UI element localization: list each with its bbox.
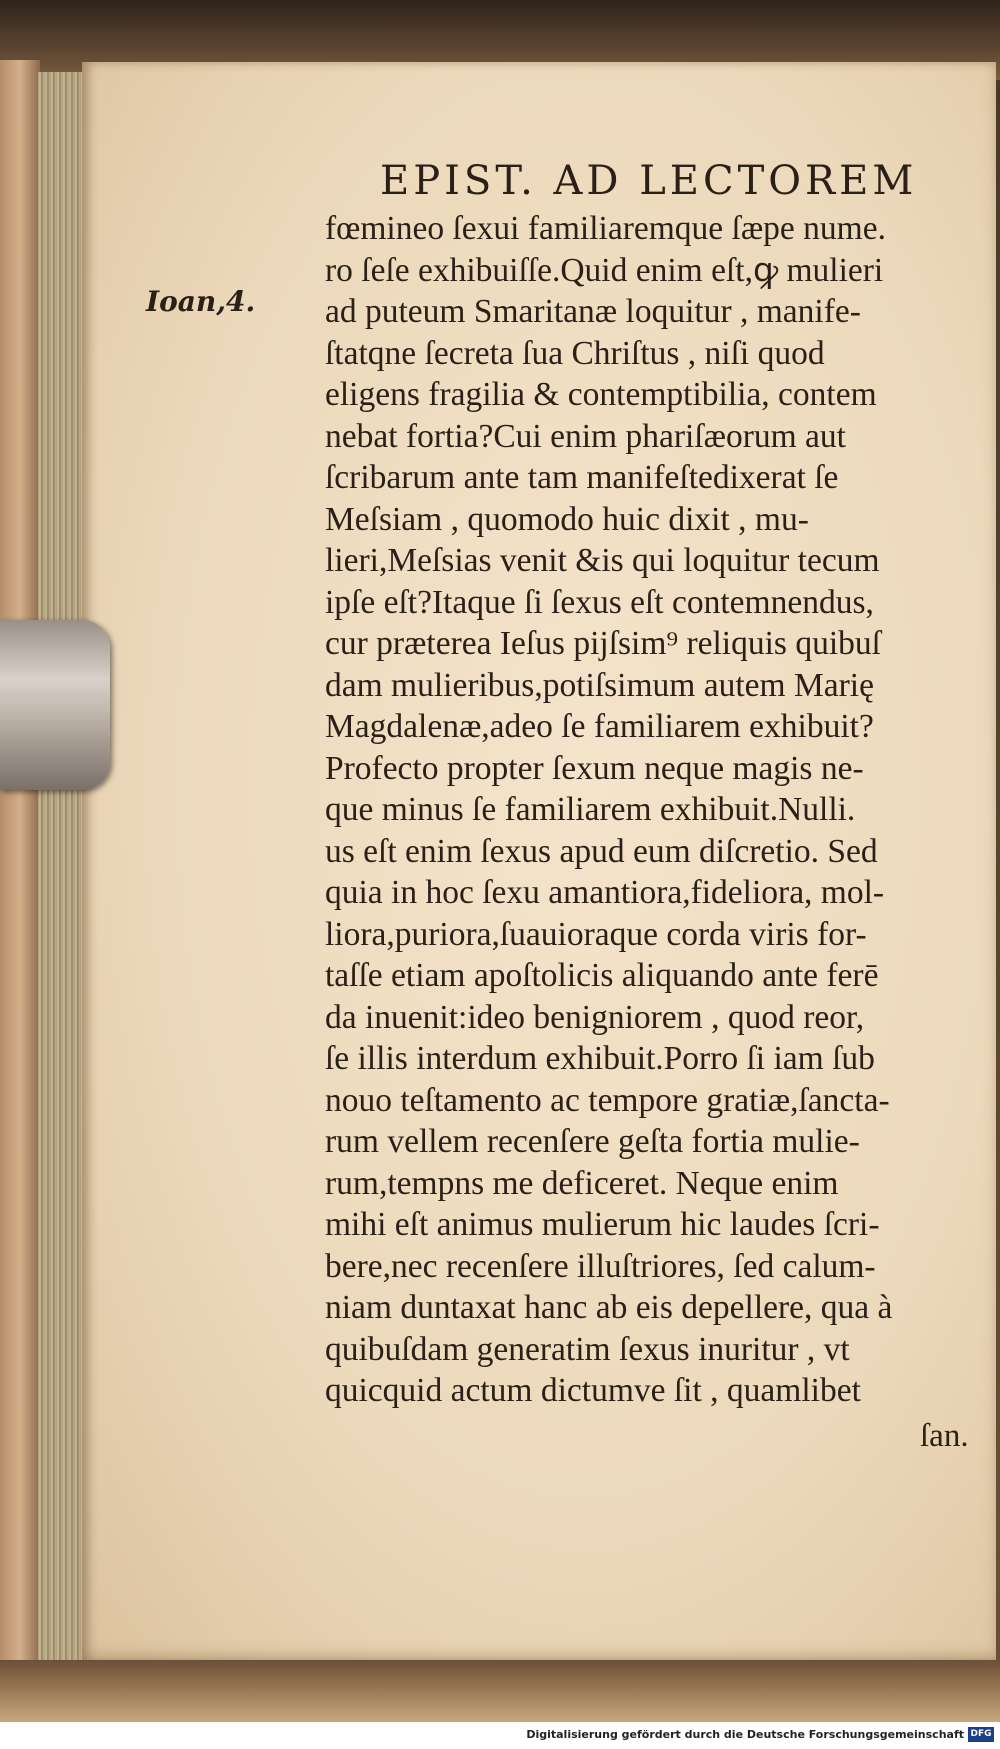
text-line: quia in hoc ſexu amantiora,fideliora, mol- [325, 874, 885, 911]
text-block [325, 208, 985, 1412]
text-line: ſtatqne ſecreta ſua Chriſtus , niſi quod [325, 334, 825, 372]
text-line: liora,puriora,ſuauioraque corda viris for- [325, 915, 867, 953]
text-line: que minus ſe familiarem exhibuit.Nulli. [325, 791, 856, 828]
text-line: rum,tempns me deficeret. Neque enim [325, 1164, 839, 1202]
text-line: eligens fragilia & contemptibilia, contem [325, 376, 877, 413]
catchword: ſan. [920, 1418, 969, 1454]
text-line: ſcribarum ante tam manifeſtedixerat ſe [325, 459, 839, 496]
text-line: Magdalenæ,adeo ſe familiarem exhibuit? [325, 708, 874, 745]
text-line: quicquid actum dictumve ſit , quamlibet [325, 1372, 861, 1409]
text-line: Profecto propter ſexum neque magis ne- [325, 749, 864, 787]
text-line: taſſe etiam apoſtolicis aliquando ante ferē [325, 957, 879, 994]
text-line: lieri,Meſsias venit &is qui loquitur tecum [325, 542, 880, 579]
book-spine [0, 60, 40, 1680]
text-line: rum vellem recenſere geſta fortia mulie- [325, 1123, 860, 1160]
text-line: ipſe eſt?Itaque ſi ſexus eſt contemnendus, [325, 583, 874, 621]
text-line: niam duntaxat hanc ab eis depellere, qua à [325, 1289, 893, 1326]
text-line: fœmineo ſexui familiaremque ſæpe nume. [325, 210, 886, 247]
text-line: dam mulieribus,potiſsimum autem Marię [325, 666, 874, 704]
text-line: us eſt enim ſexus apud eum diſcretio. Sed [325, 832, 878, 870]
dfg-logo: DFG [968, 1727, 994, 1742]
text-line: quibuſdam generatim ſexus inuritur , vt [325, 1330, 850, 1368]
footer-credit: Digitalisierung gefördert durch die Deutsche Forschungsgemeinschaft [526, 1728, 964, 1741]
text-line: ad puteum Smaritanæ loquitur , manife- [325, 293, 861, 330]
clasp-strap [0, 620, 110, 790]
running-head: EPIST. AD LECTOREM [380, 158, 918, 204]
text-line: nouo teſtamento ac tempore gratiæ,ſancta- [325, 1081, 890, 1119]
footer-bar [0, 1722, 1000, 1749]
text-line: ſe illis interdum exhibuit.Porro ſi iam ſub [325, 1040, 875, 1077]
marginal-note: Ioan,4. [146, 285, 256, 318]
text-line: nebat fortia?Cui enim phariſæorum aut [325, 417, 846, 455]
text-line: bere,nec recenſere illuſtriores, ſed calum- [325, 1247, 876, 1285]
text-line: ro ſeſe exhibuiſſe.Quid enim eſt,ꝙ mulieri [325, 251, 884, 289]
text-line: cur præterea Ieſus pijſsim⁹ reliquis quibuſ [325, 625, 881, 662]
text-line: mihi eſt animus mulierum hic laudes ſcri- [325, 1206, 880, 1243]
text-line: da inuenit:ideo benigniorem , quod reor, [325, 998, 865, 1036]
text-line: Meſsiam , quomodo huic dixit , mu- [325, 500, 809, 538]
book-bottom-board [0, 1660, 1000, 1722]
